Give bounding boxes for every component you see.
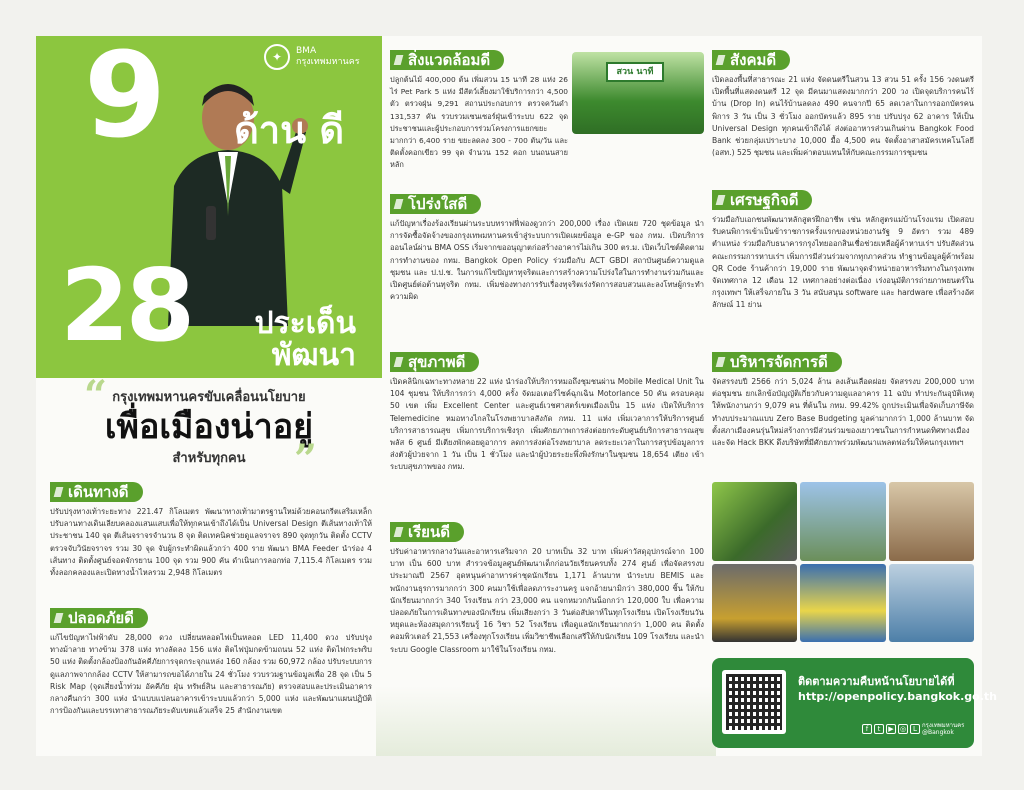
section-body: ปรับค่าอาหารกลางวันและอาหารเสริมจาก 20 บาทเป็น 32 บาท เพิ่มค่าวัสดุอุปกรณ์จาก 100 บาท เป็น 600 บาท สำรวจข้อมูลศูนย์พัฒนาเด็กก่อนวัยเรียนครบทั้ง 274 ศูนย์ เพื่อจัดสรรงบประมาณปี 2567 อุดหนุนค่าอาหารค่าชุดนักเรียน 1,171 ล้านบาท นำระบบ BEMIS และพนักงานธุรการมากกว่า 300 คนมาใช้เพื่อลดภาระงานครู แจกอ้ายนามิกว่า 380,000 ชิ้น ให้กับนักเรียนมากกว่า 340 โรงเรียน กว่า 23,000 คน แจกหมวกกันน็อกกว่า 120,000 ใบ เพื่อความปลอดภัยในการเดินทางของนักเรียน เพิ่มเสียงกว่า 3 วันต่อสัปดาห์ในทุกโรงเรียน เปิดโรงเรียนวันหยุดและห้องสมุดการเรียนรู้ 16 วิชา 52 โรงเรียน เพื่อดูแลนักเรียนมากกว่า 1,000 คน ติดตั้งคอมพิวเตอร์ 21,553 เครื่องทุกโรงเรียน เพิ่มวิชาชีพเลือกเสรีให้กับนักเรียน 109 โรงเรียน และนำระบบ Google Classroom มาใช้ในโรงเรียน กทม. bbox=[390, 547, 704, 654]
headline-line2: เพื่อเมืองน่าอยู่ bbox=[104, 407, 314, 447]
section-economy bbox=[712, 190, 974, 312]
social-icons bbox=[862, 724, 920, 734]
park-photo bbox=[572, 52, 704, 134]
open-quote-icon: “ bbox=[84, 372, 108, 419]
headline-line3: สำหรับทุกคน bbox=[172, 451, 246, 466]
section-title: เรียนดี bbox=[390, 522, 464, 542]
section-learning bbox=[390, 522, 704, 656]
section-body: จัดสรรงบปี 2566 กว่า 5,024 ล้าน ลงเส้นเลือดฝอย จัดสรรงบ 200,000 บาท ต่อชุมชน ยกเลิกข้อบัญญัติเกี่ยวกับความดูแลอาคาร 11 ฉบับ ทำประกันอุบัติเหตุให้พนักงานกว่า 9,079 คน ที่ต้นใน กทม. 99.42% ถูกประเมินเพื่อจัดเก็บภาษีจัดทำงบประมาณแบบ Zero Base Budgeting มูลค่ามากกว่า 1,000 ล้านบาท จัดตั้งสภาเมืองคนรุ่นใหม่สร้างการมีส่วนร่วมของเยาวชนในการกำหนดทิศทางเมือง และจัด Hack BKK ดึงบริษัทที่มีศักยภาพร่วมพัฒนาแพลตฟอร์มให้คนกรุงเทพฯ bbox=[712, 377, 974, 448]
qr-code-icon[interactable] bbox=[722, 670, 786, 734]
section-body: ปลูกต้นไม้ 400,000 ต้น เพิ่มสวน 15 นาที 28 แห่ง 26 ไร่ Pet Park 5 แห่ง มีสัตว์เลี้ยงมาใช้บริการกว่า 4,500 ตัว ตรวจฝุ่น 9,291 สถานประกอบการ ตรวจควันดำ 131,537 คัน รวบรวมเซนเซอร์ฝุ่นเข้าระบบ 622 จุด ประชาชนและผู้ประกอบการร่วมโครงการแยกขยะมากกว่า 6,400 ราย ขยะลดลง 300 - 700 ตัน/วัน และติดตั้งคอกเขียว 99 จุด จำนวน 152 คอก บนถนนสายหลัก bbox=[390, 75, 568, 170]
section-body: เปิดคลินิกเฉพาะทางหลาย 22 แห่ง นำร่องให้บริการหมอถึงชุมชนผ่าน Mobile Medical Unit ใน 104 ชุมชน ให้บริการกว่า 4,000 ครั้ง จัดมอเตอร์ไซค์ฉุกเฉิน Motorlance 50 คัน ครอบคลุม 50 เขต เพิ่ม Excellent Center และศูนย์เวชศาสตร์เขตเมืองเป็น 15 แห่ง เปิดให้บริการ Telemedicine หมอทางไกลในโรงพยาบาลสังกัด กทม. 11 แห่ง เพิ่มเวลาการให้บริการศูนย์บริการสาธารณสุข เพิ่มการบริการเชิงรุก เพิ่มศักยภาพการส่งต่อยกระดับศูนย์บริการสาธารณสุขพลัส 6 ศูนย์ มีเตียงพักคอยดูอาการ ลดการส่งต่อโรงพยาบาล ลดระยะเวลาในการสรุปข้อมูลการส่งตัวผู้ป่วยจาก 1 วัน เป็น 1 ชั่วโมง และนำผู้ป่วยระยะพึ่งพิงรักษาในชุมชน 18,654 เตียง เข้าระบบสุขภาพของ กทม. bbox=[390, 377, 704, 472]
section-management bbox=[712, 352, 974, 449]
line-icon[interactable]: L bbox=[910, 724, 920, 734]
infographic-sheet bbox=[36, 26, 997, 756]
section-body: เปิดลองพื้นที่สาธารณะ 21 แห่ง จัดดนตรีในสวน 13 สวน 51 ครั้ง 156 วงดนตรี เปิดพื้นที่แสดงดนตรี 12 จุด มีคนมาแสดงมากกว่า 200 วง เปิดจุดบริการคนไร้บ้าน (Drop In) คนไร้บ้านลดลง 490 คนจากปี 65 ลดเวลาในการออกบัตรคนพิการ 3 วัน เป็น 3 ชั่วโมง ออกบัตรแล้ว 895 ราย ปรับปรุง 62 อาคาร ให้เป็น Universal Design ทุกคนเข้าถึงได้ ส่งต่ออาหารส่วนเกินผ่าน Bangkok Food Bank ช่วยกลุ่มเปราะบาง 10,000 มื้อ 4,500 คน จัดตั้งอาสาสมัครเทคโนโลยี (อสท.) 525 ชุมชน และเพิ่มค่าตอบแทนให้กับคณะกรรมการชุมชน bbox=[712, 75, 974, 158]
activity-photo-collage bbox=[712, 482, 974, 642]
section-environment bbox=[390, 50, 570, 70]
nine-aspects-label: ด้าน ดี bbox=[234, 108, 344, 152]
logo-name: BMA bbox=[296, 46, 317, 56]
section-body: ร่วมมือกับเอกชนพัฒนาหลักสูตรฝึกอาชีพ เช่น หลักสูตรแม่บ้านโรงแรม เปิดสอบรับคนพิการเข้าเป็นข้าราชการครั้งแรกของหน่วยงานรัฐ 9 อัตรา รวม 489 ตำแหน่ง ร่วมมือกับธนาคารกรุงไทยออกสินเชื่อช่วยเหลือผู้ค้าหาบเร่ฯ ปรับสัดส่วนคณะกรรมการหาบเร่ฯ เพิ่มการมีส่วนร่วมจากทุกภาคส่วน ทำฐานข้อมูลผู้ค้าพร้อม QR Code ร้านค้ากว่า 19,000 ราย พัฒนาจุดจำหน่ายอาหารริมทางในกรุงเทพ จัดเทศกาล 12 เดือน 12 เทศกาลอย่างต่อเนื่อง เร่งอนุมัติการถ่ายภาพยนตร์ในกรุงเทพฯ ให้เสร็จภายใน 3 วัน สนับสนุน software และ hardware เพื่อสร้างอัศลักษณ์ 11 ย่าน bbox=[712, 215, 974, 310]
section-society bbox=[712, 50, 974, 159]
open-policy-link[interactable]: http://openpolicy.bangkok.go.th bbox=[798, 690, 997, 703]
section-body: แก้ไขปัญหาไฟฟ้าดับ 28,000 ดวง เปลี่ยนหลอดไฟเป็นหลอด LED 11,400 ดวง ปรับปรุงทางม้าลาย ทางข้าม 378 แห่ง ทางลัดลง 156 แห่ง ติดไฟปุ่มกดข้ามถนน 52 แห่ง ติดไฟกระพริบ 50 แห่ง ติดตั้งกล้องป้องกันอัคคีภัยการจุดกระจุกแหล่ง 160 กล้อง รวม 60,972 กล้อง ปรับระบบการดูแลภาพจากกล้อง CCTV ให้สามารถขอได้ภายใน 24 ชั่วโมง รวบรวมฐานข้อมูลเพื่อ 28 จุด เป็น 5 Risk Map (จุดเสี่ยงน้ำท่วม อัคคีภัย ฝุ่น ทรัพย์สิน และสาธารณภัย) ตรวจสอบและประเมินอาคารกลางคืนกว่า 300 แห่ง นำแบบแปลนอาคารเข้าระบบแล้วกว่า 5,000 แห่ง และพัฒนาแผนปฏิบัติการป้องกันและบรรเทาสาธารณภัยระดับเขตแล้วเสร็จ 25 สำนักงานเขต bbox=[50, 633, 372, 716]
hero-panel bbox=[36, 26, 382, 378]
section-body: ปรับปรุงทางเท้าระยะทาง 221.47 กิโลเมตร พัฒนาทางเท้ามาตรฐานใหม่ด้วยคอนกรีตเสริมเหล็ก ปรับลานทางเดินเลียบคลองแสนแสบเพื่อให้ทุกคนเข้าถึงได้เป็น Universal Design ตีเส้นทางเท้าให้ประชาชน 140 จุด ตีเส้นจราจรจำนวน 8 จุด ติดเทคนิคช่วยดูแลจราจร 890 จุดทุกวัน ติดตั้ง CCTV ตรวจจับวินัยจราจร รวม 30 จุด จับผู้กระทำผิดแล้วกว่า 400 ราย พัฒนา BMA Feeder นำร่อง 4 เส้นทาง ติดตั้งศูนย์จอดจักรยาน 100 จุด รวม 900 คัน ดำเนินการลอกท่อ 7,115.4 กิโลเมตร รวมทั้งลอกคลองและเปิดทางน้ำไหลรวม 2,948 กิโลเมตร bbox=[50, 507, 372, 578]
park-sign: สวน นาที bbox=[606, 62, 664, 82]
street-photo bbox=[800, 482, 885, 561]
section-title: สุขภาพดี bbox=[390, 352, 479, 372]
section-body: แก้ปัญหาเรื่องร้องเรียนผ่านระบบทราฟฟี่ฟองดูวกว่า 200,000 เรื่อง เปิดเผย 720 ชุดข้อมูล นำการจัดซื้อจัดจ้างของกรุงเทพมหานครเข้าสู่ระบบการเปิดเผยข้อมูล e-GP ของ กทม. เปิดบริการออนไลน์ผ่าน BMA OSS เริ่มจากขออนุญาตก่อสร้างอาคารไม่เกิน 300 ตร.ม. เปิดเว็บไซต์ติดตามการทำงานของ กทม. Bangkok Open Policy ร่วมมือกับ ACT GBDI สถาบันศูนย์ความดูแลชุมชน และ ป.ป.ช. ในการแก้ไขปัญหาทุจริตและการสร้างความโปร่งใสในการทำงานร่วมกันและเปิดศูนย์ต่อต้านทุจริต กทม. เพิ่มช่องทางการรับเรื่องทุจริตเร่งรัดการสอบสวนและลงโทษผู้กระทำความผิด bbox=[390, 219, 704, 302]
twenty-eight-issues-label: ประเด็น พัฒนา bbox=[254, 306, 356, 373]
headline-line1: กรุงเทพมหานครขับเคลื่อนนโยบาย bbox=[112, 390, 306, 405]
facebook-icon[interactable]: f bbox=[862, 724, 872, 734]
social-handle: กรุงเทพมหานคร @Bangkok bbox=[922, 722, 965, 736]
logo-sub: กรุงเทพมหานคร bbox=[296, 57, 360, 67]
market-photo bbox=[889, 564, 974, 643]
twitter-icon[interactable]: t bbox=[874, 724, 884, 734]
number-nine: 9 bbox=[84, 26, 163, 164]
instagram-icon[interactable]: ◎ bbox=[899, 725, 907, 733]
section-title: เดินทางดี bbox=[50, 482, 143, 502]
section-travel bbox=[50, 482, 372, 579]
firefighter-photo bbox=[712, 564, 797, 643]
students-photo bbox=[800, 564, 885, 643]
youtube-icon[interactable]: ▶ bbox=[886, 724, 896, 734]
bma-seal-icon: ✦ bbox=[264, 44, 290, 70]
section-safety bbox=[50, 608, 372, 717]
school-photo bbox=[889, 482, 974, 561]
section-health bbox=[390, 352, 704, 474]
section-transparency bbox=[390, 194, 704, 303]
close-quote-icon: ” bbox=[294, 436, 318, 483]
number-twenty-eight: 28 bbox=[60, 247, 192, 364]
follow-progress-label: ติดตามความคืบหน้านโยบายได้ที่ bbox=[798, 675, 955, 688]
section-title: บริหารจัดการดี bbox=[712, 352, 842, 372]
city-skyline-decoration bbox=[376, 686, 716, 756]
section-title: สังคมดี bbox=[712, 50, 790, 70]
section-title: ปลอดภัยดี bbox=[50, 608, 148, 628]
section-title: โปร่งใสดี bbox=[390, 194, 481, 214]
bma-logo bbox=[264, 44, 360, 70]
section-title: สิ่งแวดล้อมดี bbox=[390, 50, 504, 70]
section-title: เศรษฐกิจดี bbox=[712, 190, 812, 210]
open-policy-banner bbox=[712, 658, 997, 748]
cleanup-photo bbox=[712, 482, 797, 561]
